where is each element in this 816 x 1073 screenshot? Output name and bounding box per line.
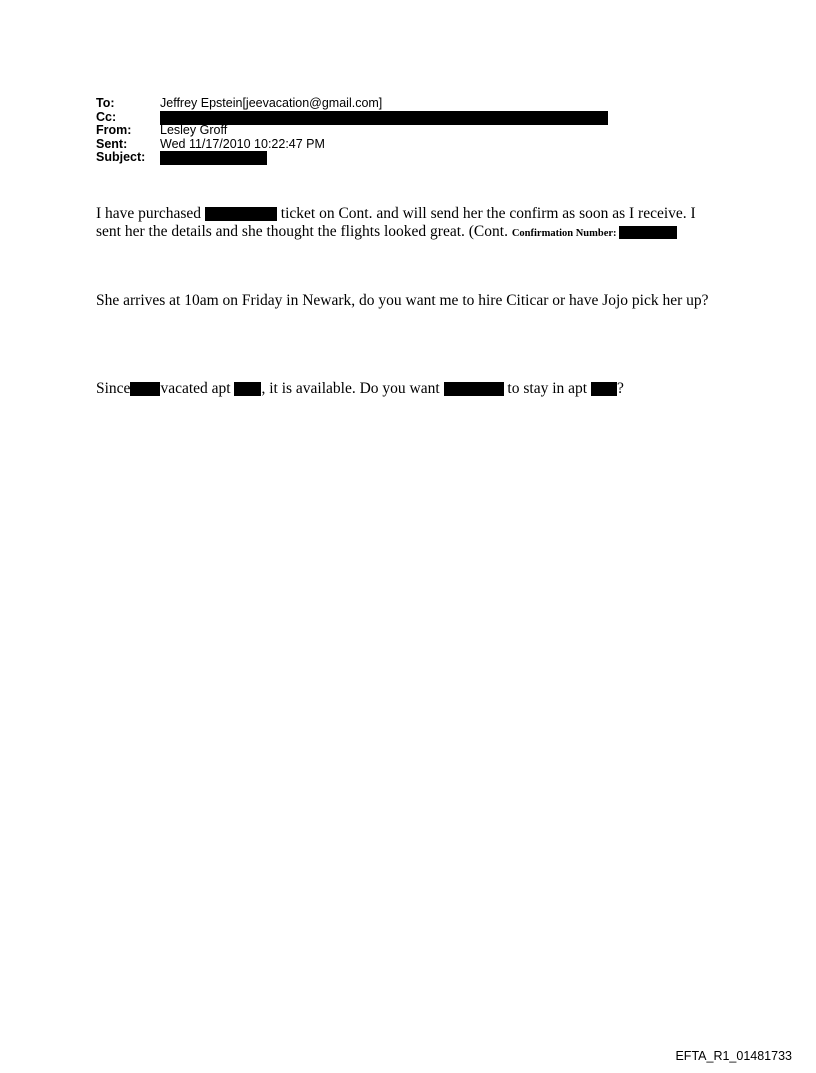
cc-value (160, 111, 608, 125)
p3-text-d: to stay in apt (503, 380, 591, 397)
redaction-person (130, 382, 160, 396)
p1-text-a: I have purchased (96, 205, 205, 222)
sent-value: Wed 11/17/2010 10:22:47 PM (160, 136, 325, 151)
redaction-name (205, 207, 277, 221)
redaction-apt-2 (591, 382, 617, 396)
subject-label: Subject: (96, 150, 146, 164)
to-value: Jeffrey Epstein[jeevacation@gmail.com] (160, 96, 383, 110)
p3-text-e: ? (616, 380, 624, 397)
confirmation-label: Confirmation Number: (511, 228, 617, 239)
subject-redaction (160, 151, 267, 165)
from-value: Lesley Groff (160, 123, 228, 137)
cc-label: Cc: (96, 109, 117, 124)
from-label: From: (96, 123, 132, 137)
p3-text-c: , it is available. Do you want (261, 380, 444, 397)
redaction-guest (444, 382, 504, 396)
p1-text-b: ticket on Cont. and will send her the confirm as soon as I receive. I sent her the details and she thought the flights looked great. (Cont. (96, 205, 696, 240)
document-id: EFTA_R1_01481733 (675, 1049, 792, 1063)
to-label: To: (96, 96, 115, 110)
cc-redaction (160, 111, 608, 125)
p3-text-a: Since (96, 380, 131, 397)
paragraph-apartment (96, 380, 720, 398)
subject-value (160, 151, 267, 165)
paragraph-ticket (96, 205, 720, 243)
redaction-confirmation (619, 226, 677, 239)
sent-label: Sent: (96, 136, 128, 151)
paragraph-arrival: She arrives at 10am on Friday in Newark, do you want me to hire Citicar or have Jojo pick her up? (96, 292, 709, 309)
redaction-apt-1 (234, 382, 261, 396)
p3-text-b: vacated apt (160, 380, 235, 397)
